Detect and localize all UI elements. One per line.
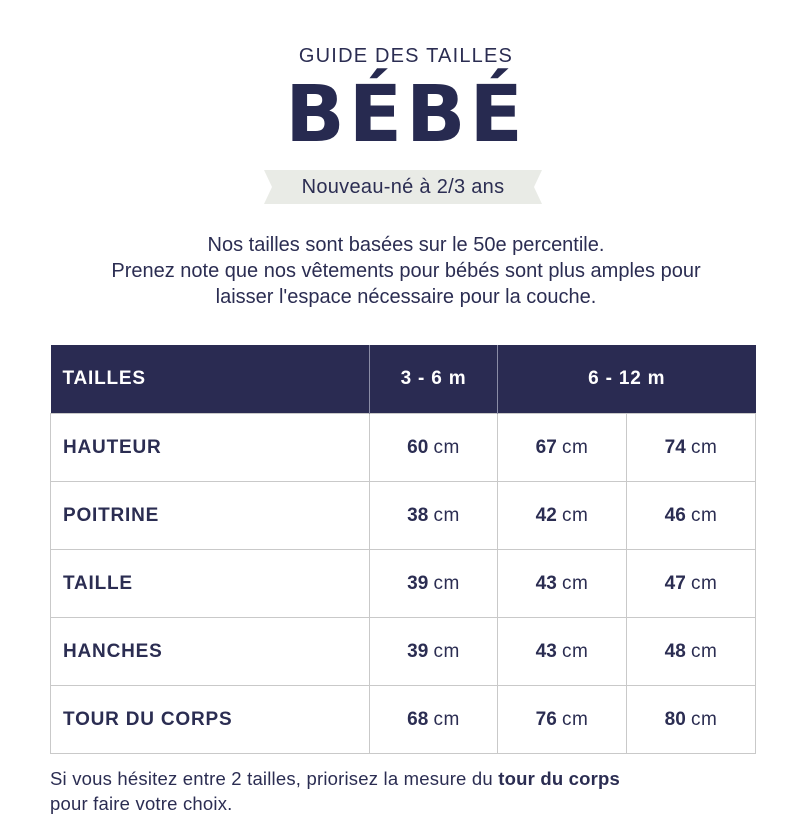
- measurement-cell: [498, 686, 627, 754]
- measurement-unit: cm: [562, 436, 589, 458]
- measurement-value: 76: [535, 708, 557, 730]
- measurement-value: 80: [664, 708, 686, 730]
- intro-line: Prenez note que nos vêtements pour bébés sont plus amples pour: [111, 260, 701, 282]
- measurement-cell: [627, 414, 756, 482]
- table-row: [51, 550, 756, 618]
- intro-line: Nos tailles sont basées sur le 50e percentile.: [207, 234, 605, 256]
- measurement-unit: cm: [691, 708, 718, 730]
- measurement-cell: [498, 482, 627, 550]
- measurement-value: 38: [407, 504, 429, 526]
- size-table: [50, 345, 756, 754]
- measurement-cell: [498, 618, 627, 686]
- footer-emphasis: tour du corps: [498, 768, 621, 789]
- measurement-unit: cm: [691, 572, 718, 594]
- header-6-12m: 6 - 12 m: [498, 345, 756, 414]
- table-row: [51, 618, 756, 686]
- row-label: TAILLE: [51, 550, 370, 618]
- intro-paragraph: [40, 232, 772, 310]
- guide-heading: GUIDE DES TAILLES: [298, 45, 514, 67]
- measurement-value: 67: [535, 436, 557, 458]
- measurement-value: 42: [535, 504, 557, 526]
- measurement-value: 43: [535, 572, 557, 594]
- measurement-cell: [498, 414, 627, 482]
- footer-text: Si vous hésitez entre 2 tailles, priorisez la mesure du: [50, 768, 499, 789]
- table-header-row: [51, 345, 756, 414]
- measurement-value: 46: [664, 504, 686, 526]
- measurement-cell: [370, 414, 498, 482]
- measurement-unit: cm: [691, 436, 718, 458]
- table-row: [51, 686, 756, 754]
- footer-note: [50, 766, 750, 816]
- measurement-cell: [627, 550, 756, 618]
- header-sizes: TAILLES: [51, 345, 370, 414]
- row-label: HANCHES: [51, 618, 370, 686]
- measurement-unit: cm: [691, 504, 718, 526]
- measurement-cell: [370, 686, 498, 754]
- measurement-cell: [498, 550, 627, 618]
- row-label: TOUR DU CORPS: [51, 686, 370, 754]
- measurement-value: 39: [407, 572, 429, 594]
- measurement-value: 74: [664, 436, 686, 458]
- table-row: [51, 414, 756, 482]
- age-range-text: Nouveau-né à 2/3 ans: [301, 176, 505, 198]
- header-3-6m: 3 - 6 m: [370, 345, 498, 414]
- measurement-value: 68: [407, 708, 429, 730]
- measurement-unit: cm: [562, 640, 589, 662]
- measurement-cell: [370, 618, 498, 686]
- footer-text-end: pour faire votre choix.: [50, 793, 233, 814]
- measurement-unit: cm: [433, 708, 460, 730]
- measurement-unit: cm: [433, 572, 460, 594]
- row-label: POITRINE: [51, 482, 370, 550]
- measurement-value: 43: [535, 640, 557, 662]
- measurement-cell: [627, 618, 756, 686]
- measurement-cell: [627, 482, 756, 550]
- measurement-unit: cm: [433, 436, 460, 458]
- measurement-value: 60: [407, 436, 429, 458]
- measurement-cell: [370, 550, 498, 618]
- measurement-value: 48: [664, 640, 686, 662]
- measurement-cell: [370, 482, 498, 550]
- measurement-value: 47: [664, 572, 686, 594]
- measurement-unit: cm: [433, 504, 460, 526]
- measurement-unit: cm: [562, 504, 589, 526]
- page-title: BÉBÉ: [285, 70, 527, 160]
- age-range-banner: [264, 170, 542, 204]
- measurement-cell: [627, 686, 756, 754]
- measurement-unit: cm: [562, 572, 589, 594]
- measurement-unit: cm: [691, 640, 718, 662]
- measurement-unit: cm: [433, 640, 460, 662]
- intro-line: laisser l'espace nécessaire pour la couche.: [215, 286, 597, 308]
- measurement-value: 39: [407, 640, 429, 662]
- row-label: HAUTEUR: [51, 414, 370, 482]
- table-row: [51, 482, 756, 550]
- measurement-unit: cm: [562, 708, 589, 730]
